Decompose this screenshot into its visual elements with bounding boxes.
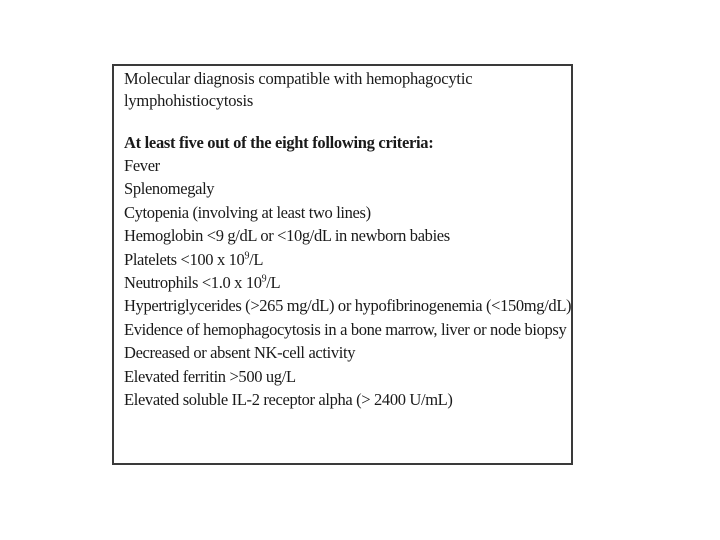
criterion-neutrophils — [124, 271, 571, 294]
criterion-platelets — [124, 248, 571, 271]
criterion-triglycerides — [124, 294, 571, 317]
criterion-text: Fever — [124, 156, 160, 175]
criterion-unit: /L — [249, 249, 264, 269]
criterion-il2-receptor — [124, 388, 571, 411]
criterion-hemophagocytosis — [124, 318, 571, 341]
criteria-list — [124, 154, 571, 411]
criterion-nk-cell-activity — [124, 341, 571, 364]
criterion-text: Neutrophils <1.0 x 10 — [124, 273, 262, 293]
criterion-text: Cytopenia (involving at least two lines) — [124, 202, 371, 222]
criterion-superscript: 9 — [244, 250, 250, 262]
criteria-heading: At least five out of the eight following criteria: — [124, 133, 434, 152]
criterion-text: Hemoglobin <9 g/dL or <10g/dL in newborn babies — [124, 226, 450, 246]
criterion-text: Platelets <100 x 10 — [124, 249, 245, 269]
criterion-splenomegaly — [124, 177, 571, 200]
criterion-text: Splenomegaly — [124, 179, 215, 199]
intro-line-2: lymphohistiocytosis — [124, 91, 254, 110]
criterion-text: Evidence of hemophagocytosis in a bone marrow, liver or node biopsy — [124, 319, 567, 339]
criterion-cytopenia — [124, 201, 571, 224]
criterion-unit: /L — [266, 273, 281, 293]
criterion-ferritin — [124, 365, 571, 388]
criterion-text: Elevated ferritin >500 ug/L — [124, 366, 296, 386]
criterion-text: Hypertriglycerides (>265 mg/dL) or hypofibrinogenemia (<150mg/dL) — [124, 296, 572, 316]
intro-line-1: Molecular diagnosis compatible with hemophagocytic — [124, 69, 473, 88]
criteria-box — [112, 64, 573, 465]
criterion-text: Decreased or absent NK-cell activity — [124, 343, 356, 363]
criterion-hemoglobin — [124, 224, 571, 247]
criterion-superscript: 9 — [261, 273, 267, 285]
criterion-text: Elevated soluble IL-2 receptor alpha (> 2400 U/mL) — [124, 390, 453, 410]
criterion-fever — [124, 154, 571, 177]
